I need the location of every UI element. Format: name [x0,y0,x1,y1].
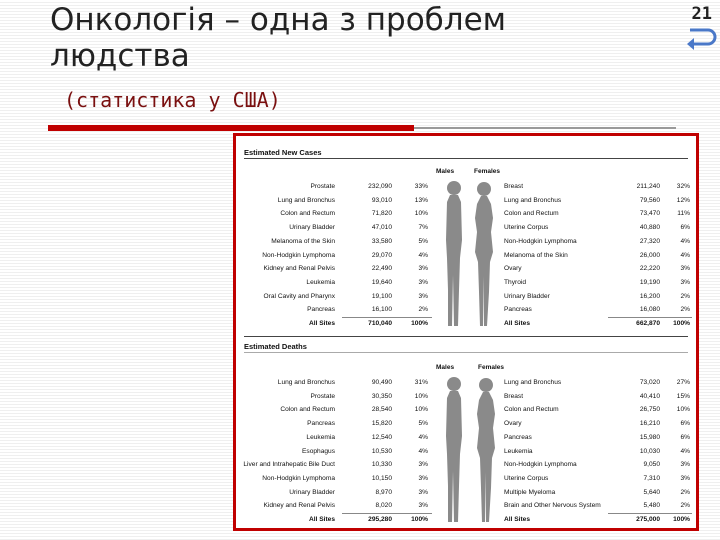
female-site: Breast [504,392,524,400]
male-count: 710,040 [368,320,392,327]
male-percent: 3% [418,488,428,496]
male-count: 10,530 [371,447,392,455]
male-count: 28,540 [371,406,392,414]
male-percent: 31% [414,379,428,386]
table-row [236,235,696,248]
male-site: Oral Cavity and Pharynx [263,292,335,300]
female-site: Colon and Rectum [504,210,559,218]
male-silhouette-icon [442,376,466,526]
male-count: 10,150 [371,474,392,482]
table-row [236,390,696,403]
male-site: Kidney and Renal Pelvis [263,502,335,510]
male-percent: 33% [414,183,428,190]
female-count: 10,030 [639,447,660,455]
male-site: Urinary Bladder [289,488,335,496]
male-percent: 100% [411,516,428,523]
new-cases-rule [244,158,688,159]
male-site: Non-Hodgkin Lymphoma [262,474,335,482]
female-site: Lung and Bronchus [504,379,562,386]
female-silhouette-icon [472,180,496,330]
male-count: 15,820 [371,420,392,428]
table-row [236,499,696,512]
male-site: All Sites [308,516,335,523]
female-percent: 4% [680,251,690,259]
deaths-rule-top [244,336,688,337]
female-site: Non-Hodgkin Lymphoma [504,461,577,469]
male-percent: 13% [414,196,428,204]
female-site: Multiple Myeloma [504,488,556,496]
female-count: 15,980 [639,433,660,441]
male-site: Liver and Intrahepatic Bile Duct [243,461,335,469]
new-cases-females-label: Females [474,168,501,175]
new-cases-title: Estimated New Cases [244,148,322,157]
female-site: All Sites [504,320,531,327]
male-percent: 10% [414,406,428,414]
male-count: 47,010 [371,224,392,232]
female-count: 5,640 [643,488,660,496]
table-row [236,262,696,275]
female-site: All Sites [504,516,531,523]
female-count: 5,480 [643,502,660,510]
male-count: 22,490 [371,265,392,273]
female-count: 73,020 [639,379,660,386]
male-percent: 7% [418,224,428,232]
table-row [236,458,696,471]
male-count: 8,020 [375,502,392,510]
male-percent: 5% [418,420,428,428]
female-site: Melanoma of the Skin [504,251,568,259]
new-cases-males-label: Males [436,168,455,175]
female-percent: 3% [680,278,690,286]
male-site: Pancreas [307,306,335,314]
table-row [236,403,696,416]
female-count: 73,470 [639,210,660,218]
female-count: 16,200 [639,292,660,300]
female-percent: 2% [680,292,690,300]
female-percent: 4% [680,237,690,245]
female-percent: 15% [676,392,690,400]
male-count: 8,970 [375,488,392,496]
female-site: Breast [504,183,524,190]
male-percent: 2% [418,306,428,314]
male-percent: 3% [418,502,428,510]
table-row [236,472,696,485]
female-percent: 4% [680,447,690,455]
slide-title [50,2,506,74]
male-percent: 4% [418,447,428,455]
female-percent: 3% [680,461,690,469]
male-percent: 10% [414,392,428,400]
slide-title-line2: людства [50,38,190,74]
female-percent: 27% [676,379,690,386]
deaths-males-label: Males [436,364,455,371]
table-row [236,290,696,303]
female-site: Uterine Corpus [504,474,549,482]
male-site: Prostate [310,183,335,190]
male-count: 10,330 [371,461,392,469]
table-row [236,303,696,316]
male-percent: 3% [418,278,428,286]
table-row [236,376,696,389]
male-count: 295,280 [368,516,392,523]
male-count: 12,540 [371,433,392,441]
table-row [236,207,696,220]
female-site: Brain and Other Nervous System [504,502,601,510]
cancer-statistics-figure [233,133,699,531]
female-count: 79,560 [639,196,660,204]
title-underline-gray [414,127,676,129]
male-count: 90,490 [371,379,392,386]
male-percent: 3% [418,461,428,469]
return-arrow-icon[interactable] [686,24,718,54]
male-site: Melanoma of the Skin [271,237,335,245]
female-percent: 11% [677,210,690,218]
title-underline-red [48,125,414,131]
table-row [236,431,696,444]
female-percent: 100% [673,516,690,523]
male-count: 29,070 [371,251,392,259]
male-site: Non-Hodgkin Lymphoma [262,251,335,259]
male-site: Pancreas [307,420,335,428]
table-row [236,445,696,458]
male-site: Leukemia [306,278,335,286]
female-percent: 2% [680,306,690,314]
male-count: 16,100 [371,306,392,314]
male-site: Esophagus [302,447,335,455]
female-silhouette-icon [474,376,498,526]
female-count: 9,050 [643,461,660,469]
female-count: 26,000 [639,251,660,259]
male-site: Lung and Bronchus [277,196,335,204]
male-site: Prostate [310,392,335,400]
male-site: All Sites [308,320,335,327]
female-total-separator [608,317,692,318]
female-site: Urinary Bladder [504,292,550,300]
male-percent: 3% [418,265,428,273]
male-count: 93,010 [371,196,392,204]
male-count: 71,820 [371,210,392,218]
female-count: 22,220 [639,265,660,273]
male-count: 232,090 [368,183,392,190]
male-site: Colon and Rectum [280,406,335,414]
male-percent: 100% [411,320,428,327]
table-row [236,249,696,262]
male-percent: 5% [418,237,428,245]
female-percent: 6% [680,420,690,428]
male-site: Urinary Bladder [289,224,335,232]
male-total-separator [342,317,432,318]
female-percent: 3% [680,265,690,273]
female-site: Non-Hodgkin Lymphoma [504,237,577,245]
female-count: 19,190 [639,278,660,286]
female-site: Leukemia [504,447,533,455]
male-percent: 3% [418,474,428,482]
male-count: 19,100 [371,292,392,300]
male-percent: 3% [418,292,428,300]
table-row [236,194,696,207]
male-count: 30,350 [371,392,392,400]
female-site: Pancreas [504,433,532,441]
female-count: 40,880 [639,224,660,232]
male-percent: 10% [414,210,428,218]
female-count: 16,210 [639,420,660,428]
female-percent: 2% [680,488,690,496]
female-count: 275,000 [636,516,660,523]
male-site: Kidney and Renal Pelvis [263,265,335,273]
table-row [236,221,696,234]
male-total-separator [342,513,432,514]
female-site: Pancreas [504,306,532,314]
table-row [236,486,696,499]
table-row [236,276,696,289]
male-percent: 4% [418,251,428,259]
female-site: Thyroid [504,278,526,286]
female-site: Uterine Corpus [504,224,549,232]
slide-number: 21 [691,4,712,24]
female-site: Ovary [504,265,522,273]
female-percent: 6% [680,433,690,441]
female-percent: 100% [673,320,690,327]
table-row [236,417,696,430]
female-site: Colon and Rectum [504,406,559,414]
female-count: 16,080 [639,306,660,314]
table-total-row [236,513,696,526]
deaths-title: Estimated Deaths [244,342,307,351]
female-count: 40,410 [639,392,660,400]
male-count: 33,580 [371,237,392,245]
female-percent: 12% [676,196,690,204]
male-site: Leukemia [306,433,335,441]
female-percent: 10% [676,406,690,414]
female-total-separator [608,513,692,514]
female-count: 662,870 [636,320,660,327]
female-site: Lung and Bronchus [504,196,562,204]
female-percent: 3% [680,474,690,482]
male-percent: 4% [418,433,428,441]
female-percent: 6% [680,224,690,232]
deaths-rule [244,352,688,353]
female-site: Ovary [504,420,522,428]
male-site: Lung and Bronchus [277,379,335,386]
female-count: 211,240 [636,183,660,190]
male-count: 19,640 [371,278,392,286]
male-silhouette-icon [442,180,466,330]
female-percent: 32% [676,183,690,190]
male-site: Colon and Rectum [280,210,335,218]
female-count: 26,750 [639,406,660,414]
female-percent: 2% [680,502,690,510]
female-count: 7,310 [643,474,660,482]
table-row [236,180,696,193]
table-total-row [236,317,696,330]
slide-subtitle: (статистика у США) [64,88,281,112]
deaths-females-label: Females [478,364,505,371]
slide-title-line1: Онкологія – одна з проблем [50,2,507,38]
female-count: 27,320 [639,237,660,245]
